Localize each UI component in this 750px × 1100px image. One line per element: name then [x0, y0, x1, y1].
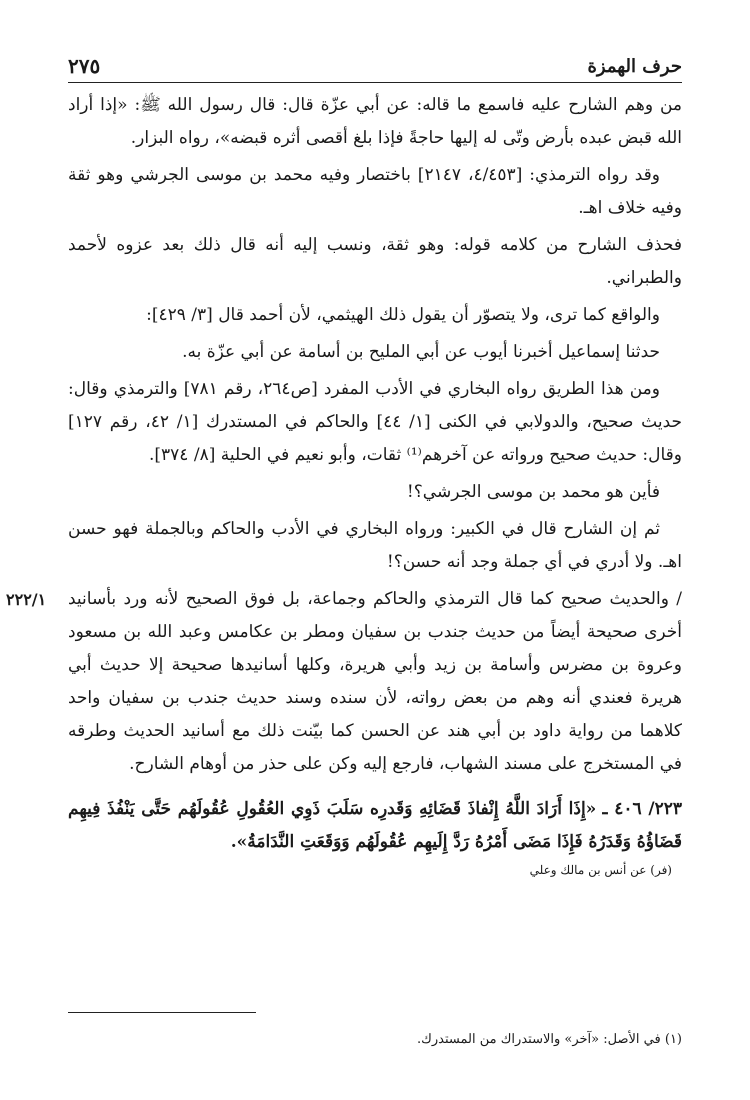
paragraph: من وهم الشارح عليه فاسمع ما قاله: عن أبي عزّة قال: قال رسول الله ﷺ: «إذا أراد الله قبض عبده بأرض وتّى له إليها حاجةً فإذا بلغ أقصى أثره قبضه»، رواه البزار.: [68, 95, 682, 148]
paragraph: ثم إن الشارح قال في الكبير: ورواه البخاري في الأدب والحاكم وبالجملة فهو حسن اهـ. ولا أدري في أي جملة وجد أنه حسن؟!: [68, 519, 682, 572]
hadith-text: «إِذَا أَرَادَ اللَّهُ إِنْفاذَ قَضَائِهِ وَقَدرِه سَلَبَ ذَوِي العُقُولِ عُقُولَهُم حَتَّى يَنْفُذَ فِيهِم قَضَاؤُهُ وَقَدَرُهُ فَإِذَا مَضَى أَمْرُهُ رَدَّ إِلَيهِم عُقُولَهُم وَوَقَعَتِ النَّدَامَةُ».: [68, 799, 682, 852]
paragraph: ومن هذا الطريق رواه البخاري في الأدب المفرد [ص٢٦٤، رقم ٧٨١] والترمذي وقال: حديث صحيح، والدولابي في الكنى [١/ ٤٤] والحاكم في المستدرك [١/ ٤٢، رقم ١٢٧] وقال: حديث صحيح ورواته عن آخرهم⁽¹⁾ ثقات، وأبو نعيم في الحلية [٨/ ٣٧٤].: [68, 379, 683, 465]
side-reference: ٢٢٢/١: [6, 590, 47, 609]
paragraph: وقد رواه الترمذي: [٤/٤٥٣، ٢١٤٧] باختصار وفيه محمد بن موسى الجرشي وهو ثقة وفيه خلاف اهـ.: [68, 165, 682, 218]
paragraph-block: [6, 583, 682, 781]
paragraph: فحذف الشارح من كلامه قوله: وهو ثقة، ونسب إليه أنه قال ذلك بعد عزوه لأحمد والطبراني.: [68, 235, 682, 288]
document-page: [6, 52, 683, 1047]
paragraph: فأين هو محمد بن موسى الجرشي؟!: [406, 482, 660, 502]
chapter-title: حرف الهمزة: [587, 56, 682, 77]
hadith-number: ٢٢٣/ ٤٠٦ ـ: [602, 799, 682, 819]
footnote: (١) في الأصل: «آخر» والاستدراك من المستدرك.: [417, 1032, 682, 1047]
paragraph: والواقع كما ترى، ولا يتصوّر أن يقول ذلك الهيثمي، لأن أحمد قال [٣/ ٤٢٩]:: [146, 305, 660, 325]
hadith-entry: [68, 793, 682, 859]
page-number: ٢٧٥: [68, 54, 101, 78]
footnote-divider: [68, 1012, 256, 1013]
paragraph: حدثنا إسماعيل أخبرنا أيوب عن أبي المليح بن أسامة عن أبي عزّة به.: [182, 342, 660, 362]
hadith-source: (فر) عن أنس بن مالك وعلي: [529, 863, 672, 877]
page-header: [68, 52, 682, 83]
paragraph: / والحديث صحيح كما قال الترمذي والحاكم وجماعة، بل فوق الصحيح لأنه ورد بأسانيد أخرى صحيحة أيضاً من حديث جندب بن سفيان ومطر بن عكامس وعبد الله بن مسعود وعروة بن مضرس وأسامة بن زيد وأبي هريرة، وكلها أسانيدها صحيحة إلا حديث أبي هريرة فعندي أنه وهم من بعض رواته، لأن سنده وسند حديث جندب بن سفيان واحد كلاهما من رواية داود بن أبي هند عن الحسن كما بيّنت ذلك مع أسانيد الحديث وطرقه في المستخرج على مسند الشهاب، فارجع إليه وكن على حذر من أوهام الشارح.: [68, 589, 682, 774]
